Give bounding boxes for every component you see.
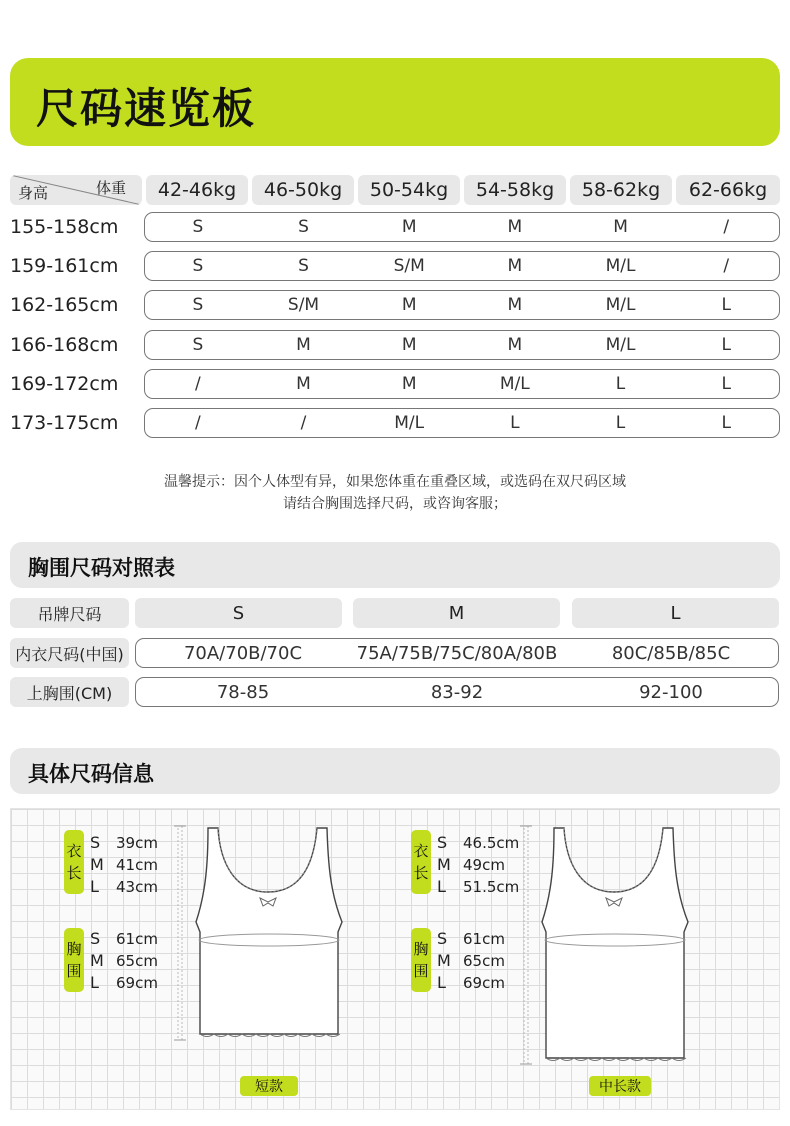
tag-size-l: L bbox=[572, 598, 779, 628]
size-row bbox=[144, 369, 780, 399]
bust-tag-char: 胸 bbox=[66, 940, 82, 958]
tag-size-label: 吊牌尺码 bbox=[10, 598, 129, 628]
bust-section-header bbox=[10, 542, 780, 588]
short-length-list bbox=[90, 832, 158, 898]
size-cell: M bbox=[507, 217, 523, 237]
length-tag bbox=[411, 830, 431, 894]
tag-size-m: M bbox=[353, 598, 560, 628]
length-tag bbox=[64, 830, 84, 894]
weight-header: 体重 bbox=[96, 179, 127, 197]
bust-tag-char: 围 bbox=[413, 962, 429, 980]
short-bust-list bbox=[90, 928, 158, 994]
size-cell: L bbox=[721, 335, 731, 355]
height-label: 159-161cm bbox=[10, 255, 119, 277]
bust-tag-char: 胸 bbox=[413, 940, 429, 958]
height-label: 155-158cm bbox=[10, 216, 119, 238]
measure-value: 61cm bbox=[116, 930, 158, 948]
size-row bbox=[144, 251, 780, 281]
bust-tag bbox=[64, 928, 84, 992]
size-cell: M bbox=[296, 335, 311, 355]
measure-value: 61cm bbox=[463, 930, 505, 948]
measure-value: 65cm bbox=[116, 952, 158, 970]
size-row bbox=[144, 290, 780, 320]
bust-section-title: 胸围尺码对照表 bbox=[28, 556, 175, 580]
size-cell: S bbox=[192, 335, 204, 355]
chest-cell: 78-85 bbox=[216, 681, 270, 703]
height-weight-corner bbox=[10, 175, 142, 205]
mid-style-label: 中长款 bbox=[589, 1076, 651, 1096]
size-cell: S bbox=[192, 256, 204, 276]
bust-tag bbox=[411, 928, 431, 992]
size-cell: S bbox=[192, 295, 204, 315]
size-cell: M bbox=[401, 295, 417, 315]
bra-size-cell: 80C/85B/85C bbox=[611, 642, 731, 664]
size-cell: S/M bbox=[287, 295, 320, 315]
measure-value: 51.5cm bbox=[463, 878, 520, 896]
bra-size-row bbox=[135, 638, 779, 668]
size-letter: S bbox=[437, 833, 448, 852]
size-row bbox=[144, 408, 780, 438]
size-cell: S bbox=[192, 217, 204, 237]
size-letter: L bbox=[437, 877, 446, 896]
size-cell: / bbox=[723, 256, 730, 276]
bra-size-cell: 70A/70B/70C bbox=[183, 642, 303, 664]
short-style-label: 短款 bbox=[240, 1076, 298, 1096]
size-letter: L bbox=[90, 877, 99, 896]
chest-label: 上胸围(CM) bbox=[10, 677, 129, 707]
size-letter: M bbox=[90, 951, 104, 970]
chest-row bbox=[135, 677, 779, 707]
size-cell: M bbox=[507, 256, 523, 276]
size-row bbox=[144, 212, 780, 242]
detail-section-header bbox=[10, 748, 780, 794]
size-cell: M/L bbox=[605, 295, 636, 315]
size-cell: M bbox=[401, 374, 417, 394]
tip-line-1: 温馨提示：因个人体型有异，如果您体重在重叠区域，或选码在双尺码区域 bbox=[164, 474, 626, 490]
length-tag-char: 衣 bbox=[66, 842, 82, 860]
size-cell: M/L bbox=[605, 335, 636, 355]
measure-value: 49cm bbox=[463, 856, 505, 874]
weight-header-cell: 50-54kg bbox=[358, 175, 460, 205]
size-cell: M bbox=[401, 335, 417, 355]
size-cell: S bbox=[298, 256, 309, 276]
height-label: 173-175cm bbox=[10, 412, 119, 434]
size-cell: M bbox=[507, 335, 523, 355]
height-label: 162-165cm bbox=[10, 294, 119, 316]
weight-header-cell: 46-50kg bbox=[252, 175, 354, 205]
length-tag-char: 长 bbox=[413, 864, 429, 882]
weight-header-cell: 54-58kg bbox=[464, 175, 566, 205]
length-tag-char: 衣 bbox=[413, 842, 429, 860]
size-letter: M bbox=[437, 951, 451, 970]
size-letter: M bbox=[90, 855, 104, 874]
measure-value: 43cm bbox=[116, 878, 158, 896]
size-letter: L bbox=[90, 973, 99, 992]
detail-section-title: 具体尺码信息 bbox=[28, 762, 154, 786]
weight-header-cell: 58-62kg bbox=[570, 175, 672, 205]
chest-cell: 83-92 bbox=[430, 681, 484, 703]
length-tag-char: 长 bbox=[66, 864, 82, 882]
size-cell: / bbox=[300, 413, 307, 433]
short-camisole-icon bbox=[172, 822, 362, 1047]
size-letter: S bbox=[437, 929, 448, 948]
tag-size-s: S bbox=[135, 598, 342, 628]
bust-tag-char: 围 bbox=[66, 962, 82, 980]
measure-value: 69cm bbox=[116, 974, 158, 992]
title-banner bbox=[10, 58, 780, 146]
size-cell: L bbox=[615, 374, 626, 394]
bra-size-label: 内衣尺码(中国) bbox=[10, 638, 129, 668]
size-cell: L bbox=[615, 413, 626, 433]
mid-camisole-icon bbox=[518, 822, 708, 1070]
height-header: 身高 bbox=[18, 184, 49, 202]
size-letter: M bbox=[437, 855, 451, 874]
size-cell: M/L bbox=[605, 256, 636, 276]
height-label: 166-168cm bbox=[10, 334, 119, 356]
tip-line-2: 请结合胸围选择尺码，或咨询客服； bbox=[283, 496, 507, 512]
measure-value: 65cm bbox=[463, 952, 505, 970]
size-cell: L bbox=[721, 413, 731, 433]
size-letter: L bbox=[437, 973, 446, 992]
page-title: 尺码速览板 bbox=[36, 84, 257, 133]
size-cell: M/L bbox=[499, 374, 530, 394]
size-cell: S bbox=[298, 217, 309, 237]
size-cell: M bbox=[401, 217, 417, 237]
size-cell: M bbox=[507, 295, 523, 315]
size-letter: S bbox=[90, 833, 101, 852]
size-cell: / bbox=[723, 217, 730, 237]
size-cell: S/M bbox=[393, 256, 425, 276]
mid-length-list bbox=[437, 832, 519, 898]
size-cell: / bbox=[194, 374, 201, 394]
weight-header-cell: 42-46kg bbox=[146, 175, 248, 205]
mid-bust-list bbox=[437, 928, 505, 994]
measure-value: 69cm bbox=[463, 974, 505, 992]
size-cell: M/L bbox=[394, 413, 425, 433]
bra-size-cell: 75A/75B/75C/80A/80B bbox=[356, 642, 558, 664]
weight-header-cell: 62-66kg bbox=[676, 175, 780, 205]
size-cell: / bbox=[194, 413, 201, 433]
measure-value: 41cm bbox=[116, 856, 158, 874]
size-cell: M bbox=[296, 374, 311, 394]
measure-value: 39cm bbox=[116, 834, 158, 852]
chest-cell: 92-100 bbox=[639, 681, 703, 703]
size-row bbox=[144, 330, 780, 360]
size-cell: M bbox=[613, 217, 628, 237]
size-letter: S bbox=[90, 929, 101, 948]
height-label: 169-172cm bbox=[10, 373, 119, 395]
size-cell: L bbox=[510, 413, 520, 433]
measure-value: 46.5cm bbox=[463, 834, 520, 852]
size-cell: L bbox=[721, 295, 731, 315]
size-cell: L bbox=[721, 374, 731, 394]
